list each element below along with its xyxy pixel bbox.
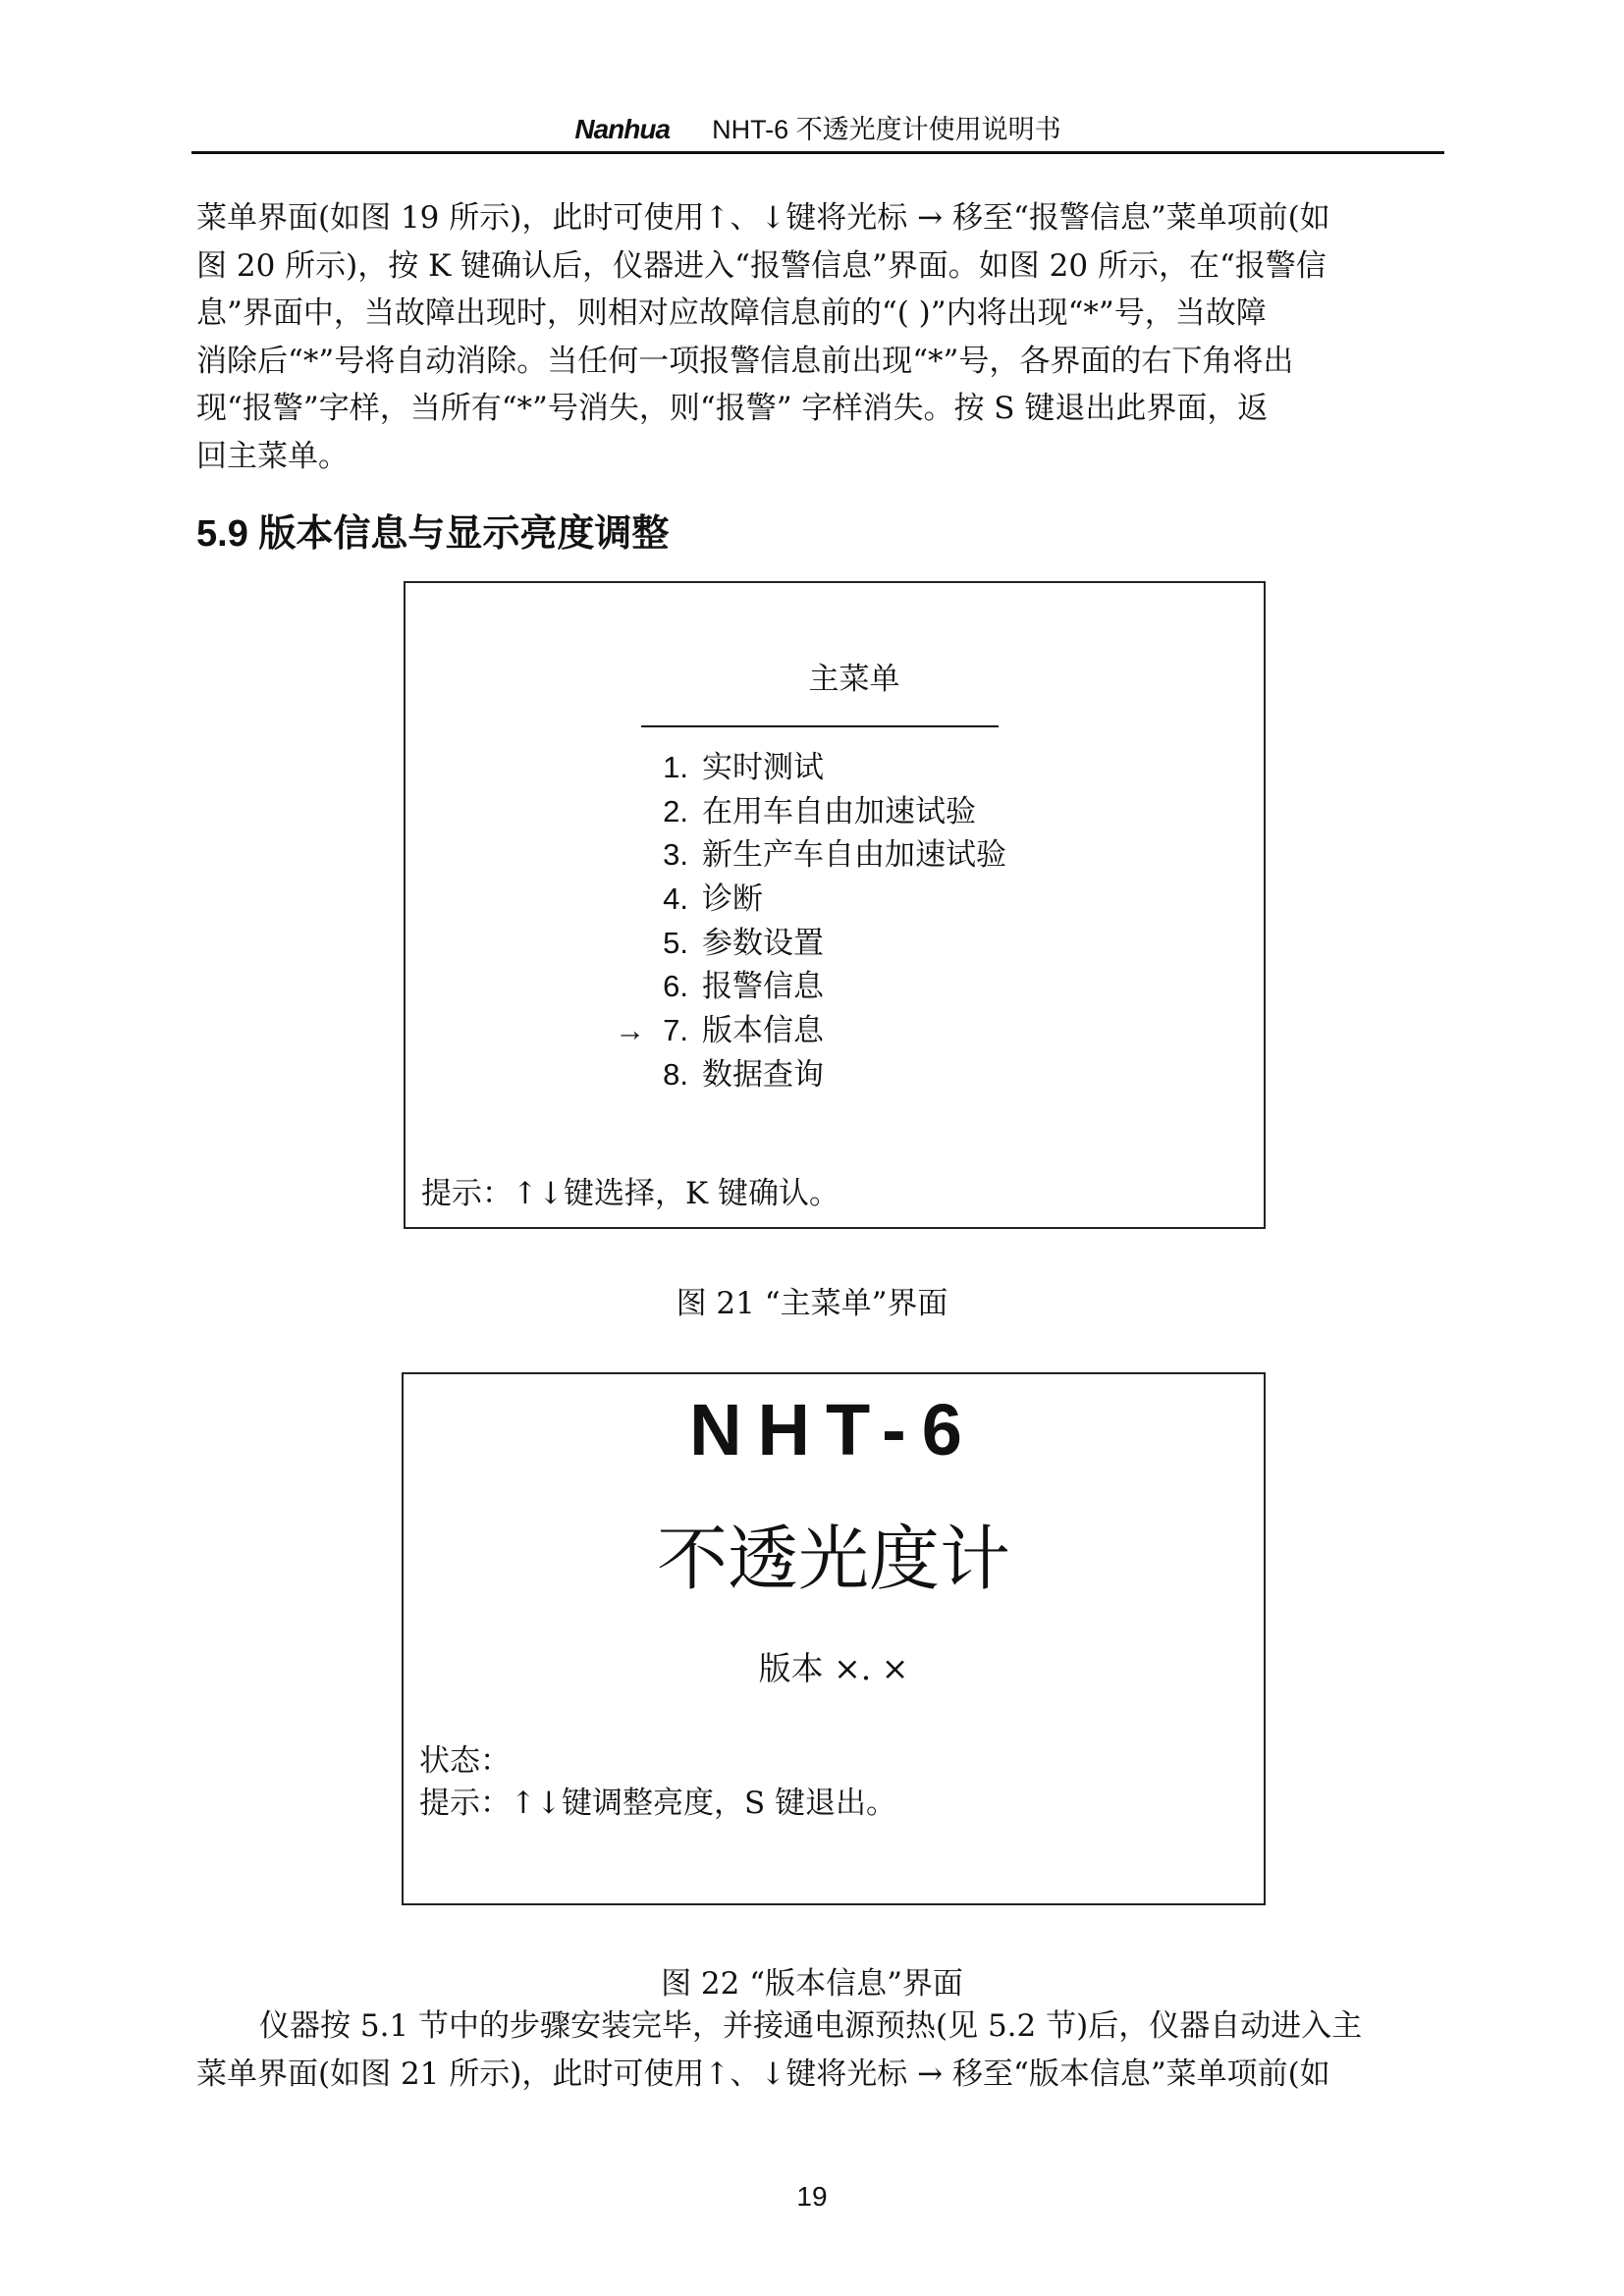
menu-item-number: 4. [663,881,688,917]
menu-item-number: 2. [663,793,688,828]
menu-item-diagnosis[interactable] [612,878,1006,922]
main-menu-screen [404,581,1266,1229]
paragraph-alarm-info [196,194,1443,480]
menu-item-number: 8. [663,1056,688,1092]
figure-22-caption: 图 22 “版本信息”界面 [661,1966,963,2002]
menu-item-number: 7. [663,1013,688,1048]
version-hint: 提示：↑↓键调整亮度，S 键退出。 [419,1786,897,1821]
menu-title: 主菜单 [808,662,900,697]
menu-item-new-free-accel[interactable] [612,833,1006,878]
menu-hint: 提示：↑↓键选择，K 键确认。 [421,1176,839,1211]
menu-item-alarm-info[interactable] [612,965,1006,1009]
model-name: NHT-6 [689,1389,978,1470]
text-line: 消除后“*”号将自动消除。当任何一项报警信息前出现“*”号，各界面的右下角将出 [196,343,1294,379]
text-line: 图 20 所示)，按 K 键确认后，仪器进入“报警信息”界面。如图 20 所示，在“报警信 [196,247,1326,284]
menu-item-number: 5. [663,925,688,960]
menu-item-number: 3. [663,837,688,873]
menu-item-label: 数据查询 [702,1056,824,1093]
version-label: 版本 ×. × [758,1649,909,1687]
menu-item-realtime-test[interactable] [612,746,1006,790]
menu-item-version-info[interactable] [612,1009,1006,1053]
text-line: 息”界面中，当故障出现时，则相对应故障信息前的“( )”内将出现“*”号，当故障 [196,295,1267,331]
paragraph-version-info [196,2002,1443,2098]
menu-item-inuse-free-accel[interactable] [612,790,1006,834]
header-title: NHT-6 不透光度计使用说明书 [712,115,1061,144]
cursor-arrow-icon: → [615,1013,645,1048]
text-line: 回主菜单。 [196,438,349,474]
menu-item-label: 版本信息 [702,1013,824,1049]
menu-item-label: 新生产车自由加速试验 [702,837,1006,874]
menu-item-label: 诊断 [702,881,763,918]
figure-21-caption: 图 21 “主菜单”界面 [676,1286,948,1321]
page-number: 19 [796,2181,828,2212]
menu-item-label: 参数设置 [702,925,824,961]
device-name: 不透光度计 [656,1518,1010,1600]
version-info-screen [402,1372,1266,1905]
text-line: 菜单界面(如图 21 所示)，此时可使用↑、↓键将光标 → 移至“版本信息”菜单项前(如 [196,2056,1330,2092]
menu-item-number: 1. [663,750,688,784]
menu-item-label: 实时测试 [702,750,824,785]
menu-item-label: 在用车自由加速试验 [702,793,976,829]
menu-item-parameter-settings[interactable] [612,922,1006,966]
nanhua-logo: Nanhua [574,114,671,144]
menu-item-label: 报警信息 [702,969,824,1005]
text-line: 现“报警”字样，当所有“*”号消失，则“报警” 字样消失。按 S 键退出此界面，返 [196,391,1269,426]
status-label: 状态： [419,1743,511,1779]
menu-item-data-query[interactable] [612,1053,1006,1097]
menu-item-number: 6. [663,969,688,1004]
section-heading: 5.9 版本信息与显示亮度调整 [196,513,670,555]
page-header [191,108,1444,154]
text-line: 仪器按 5.1 节中的步骤安装完毕，并接通电源预热(见 5.2 节)后，仪器自动进入主 [259,2008,1363,2044]
menu-divider [641,725,999,727]
text-line: 菜单界面(如图 19 所示)，此时可使用↑、↓键将光标 → 移至“报警信息”菜单项前(如 [196,200,1330,236]
menu-list [612,746,1006,1097]
